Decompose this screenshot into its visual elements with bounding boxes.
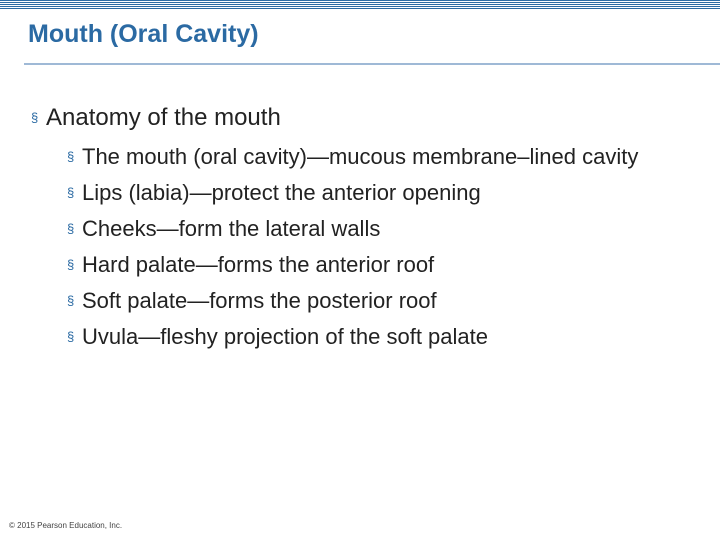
list-item [67,177,687,209]
list-item [67,321,687,353]
bullet-marker-icon: § [67,185,75,200]
copyright-footer: © 2015 Pearson Education, Inc. [9,521,123,530]
list-item-text: Hard palate—forms the anterior roof [82,252,435,277]
list-item-text: Cheeks—form the lateral walls [82,216,381,241]
header-stripes [0,0,720,9]
bullet-marker-icon: § [67,149,75,164]
sub-bullet-list [67,141,687,357]
list-item [67,285,687,317]
bullet-marker-icon: § [67,257,75,272]
list-item-text: Uvula—fleshy projection of the soft palate [82,324,489,349]
list-item [67,141,687,173]
list-item-text: Lips (labia)—protect the anterior opening [82,180,481,205]
list-item [67,213,687,245]
bullet-marker-icon: § [31,110,39,125]
list-item-text: The mouth (oral cavity)—mucous membrane–lined cavity [82,144,639,169]
bullet-marker-icon: § [67,329,75,344]
title-divider [24,63,720,65]
main-bullet [31,103,281,133]
list-item-text: Soft palate—forms the posterior roof [82,288,437,313]
list-item [67,249,687,281]
bullet-marker-icon: § [67,221,75,236]
slide-title: Mouth (Oral Cavity) [28,20,259,48]
bullet-marker-icon: § [67,293,75,308]
main-bullet-text: Anatomy of the mouth [46,104,281,131]
